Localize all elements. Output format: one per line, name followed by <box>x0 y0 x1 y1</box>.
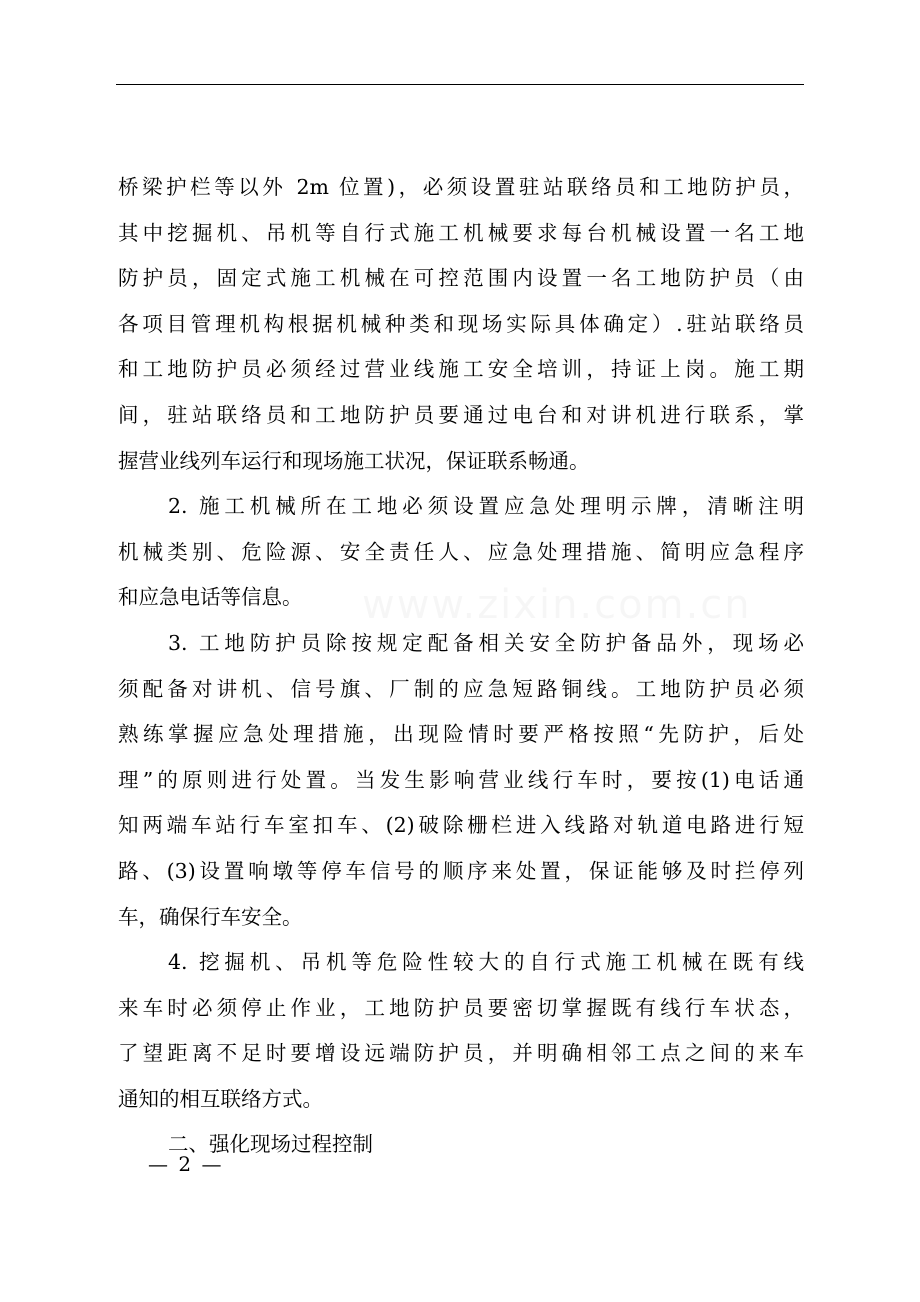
text-line: 了望距离不足时要增设远端防护员，并明确相邻工点之间的来车 <box>118 1041 804 1066</box>
text-line: 防护员，固定式施工机械在可控范围内设置一名工地防护员（由 <box>118 266 804 291</box>
text-line: 2. 施工机械所在工地必须设置应急处理明示牌，清晰注明 <box>168 494 804 519</box>
text-line: 和应急电话等信息。 <box>118 585 303 610</box>
text-line: 车，确保行车安全。 <box>118 904 303 929</box>
text-line: 各项目管理机构根据机械种类和现场实际具体确定）.驻站联络员 <box>118 311 804 336</box>
paragraph-3 <box>118 621 804 940</box>
document-body <box>118 165 804 1168</box>
text-line: 4. 挖掘机、吊机等危险性较大的自行式施工机械在既有线 <box>168 950 804 975</box>
text-line: 须配备对讲机、信号旗、厂制的应急短路铜线。工地防护员必须 <box>118 676 804 701</box>
text-line: 机械类别、危险源、安全责任人、应急处理措施、简明应急程序 <box>118 539 804 564</box>
paragraph-2 <box>118 484 804 621</box>
text-line: 熟练掌握应急处理措施，出现险情时要严格按照“先防护，后处 <box>118 722 804 747</box>
paragraph-1 <box>118 165 804 484</box>
text-line: 知两端车站行车室扣车、(2)破除栅栏进入线路对轨道电路进行短 <box>118 813 804 838</box>
header-rule <box>116 84 804 85</box>
text-line: 理”的原则进行处置。当发生影响营业线行车时，要按(1)电话通 <box>118 767 804 792</box>
text-line: 桥梁护栏等以外 2m 位置)，必须设置驻站联络员和工地防护员， <box>118 175 804 199</box>
page-number: — 2 — <box>148 1152 224 1176</box>
paragraph-4 <box>118 940 804 1122</box>
text-line: 握营业线列车运行和现场施工状况，保证联系畅通。 <box>118 448 590 473</box>
section-heading-text: 二、强化现场过程控制 <box>168 1132 373 1157</box>
text-line: 其中挖掘机、吊机等自行式施工机械要求每台机械设置一名工地 <box>118 220 804 245</box>
text-line: 通知的相互联络方式。 <box>118 1086 323 1111</box>
text-line: 路、(3)设置响墩等停车信号的顺序来处置，保证能够及时拦停列 <box>118 858 804 883</box>
text-line: 3. 工地防护员除按规定配备相关安全防护备品外，现场必 <box>168 630 804 655</box>
text-line: 间，驻站联络员和工地防护员要通过电台和对讲机进行联系，掌 <box>118 402 804 427</box>
text-line: 来车时必须停止作业，工地防护员要密切掌握既有线行车状态， <box>118 995 804 1020</box>
text-line: 和工地防护员必须经过营业线施工安全培训，持证上岗。施工期 <box>118 357 804 382</box>
